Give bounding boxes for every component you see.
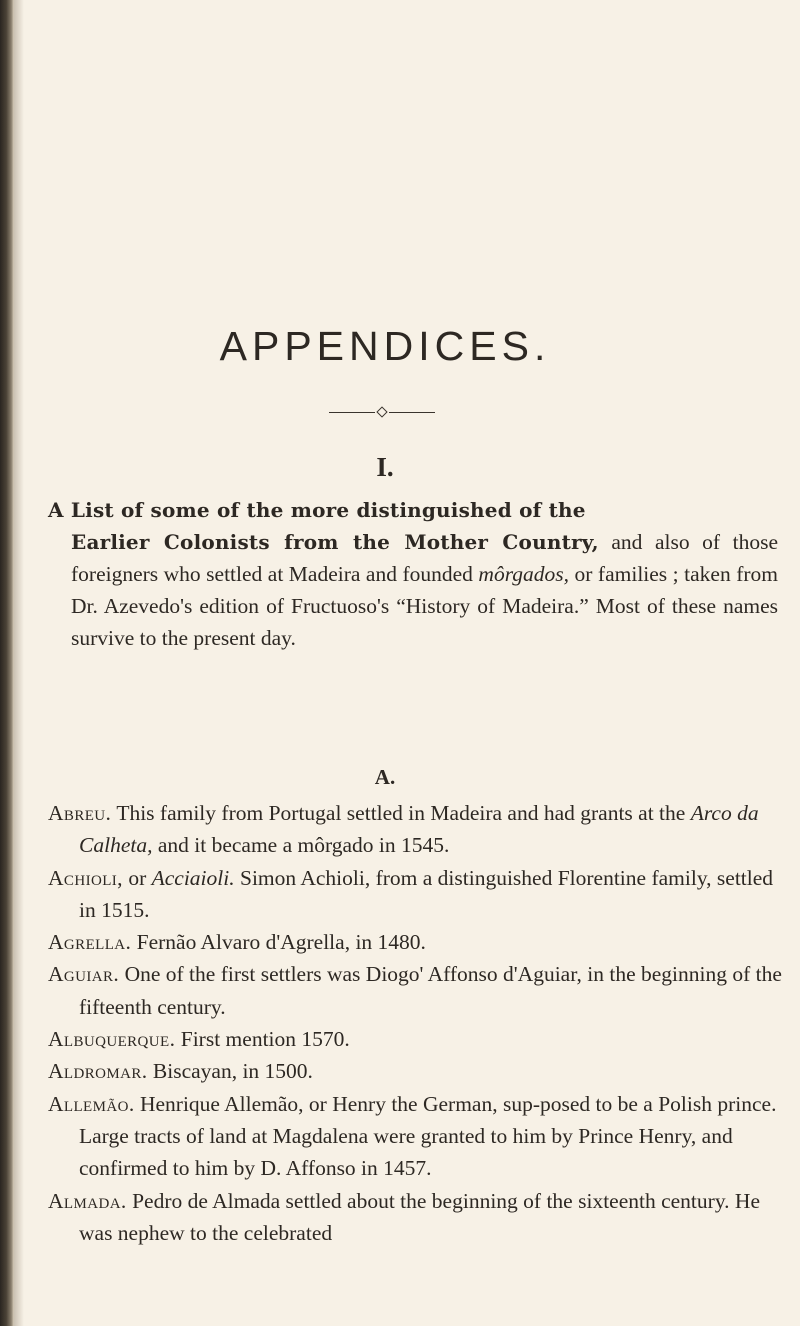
entry-text: Henrique Allemão, or Henry the German, sup-posed to be a Polish prince. Large tracts of land at Magdalena were granted to him by Prince Henry, and confirmed to him by D. Affonso in 1457. [79, 1091, 777, 1181]
diamond-ornament-icon [376, 406, 387, 417]
entry-text-b: and it became a môrgado in 1545. [157, 833, 450, 858]
entry-name: Abreu. [48, 801, 112, 825]
entry-italic: Acciaioli. [151, 865, 235, 890]
entry-text: or [128, 865, 147, 890]
list-item [48, 958, 783, 1023]
entry-text: Pedro de Almada settled about the beginning of the sixteenth century. He was nephew to the celebrated [79, 1188, 760, 1245]
intro-continuation [48, 526, 778, 654]
intro-bold-line: A List of some of the more distinguished of the [48, 498, 586, 522]
entry-text: Biscayan, in 1500. [152, 1059, 313, 1084]
list-item [48, 797, 783, 862]
intro-paragraph [48, 494, 778, 654]
list-item [48, 1185, 783, 1250]
entry-name: Aguiar. [48, 962, 120, 987]
list-item [48, 1088, 783, 1185]
entry-text-b: Simon Achioli, from a distinguished Florentine family, settled in 1515. [79, 865, 774, 922]
page-title: APPENDICES. [219, 323, 551, 369]
entry-text: This family from Portugal settled in Madeira and had grants at the [116, 801, 686, 825]
entry-name: Achioli, [48, 865, 123, 890]
list-item [48, 862, 783, 927]
letter-heading: A. [374, 765, 396, 789]
book-page [40, 0, 782, 1326]
list-item [48, 1023, 783, 1055]
intro-text-part1: and also of those foreigners who settled at Madeira and founded [71, 530, 779, 586]
entry-name: Aldromar. [48, 1059, 148, 1084]
intro-bold-line-2: Earlier Colonists from the Mother Country, [71, 530, 599, 554]
entry-text: Fernão Alvaro d'Agrella, in 1480. [136, 930, 426, 955]
intro-italic-word: môrgados, [478, 562, 570, 586]
divider-line-right [389, 412, 435, 413]
entry-name: Agrella. [48, 930, 132, 955]
entry-italic: Arco da Calheta, [79, 801, 759, 858]
list-item [48, 926, 783, 958]
entry-text: One of the first settlers was Diogo' Affonso d'Aguiar, in the beginning of the fifteenth century. [79, 962, 782, 1019]
section-numeral: I. [376, 452, 394, 482]
list-item [48, 1055, 783, 1087]
entry-name: Allemão. [48, 1091, 135, 1116]
entry-text: First mention 1570. [180, 1027, 350, 1052]
ornament-divider [329, 408, 435, 418]
entry-name: Almada. [48, 1188, 127, 1213]
divider-line-left [329, 412, 375, 413]
entry-list [48, 797, 783, 1249]
intro-text-part2: or families ; taken from Dr. Azevedo's edition of Fructuoso's “History of Madeira.” Most of these names survive to the present day. [71, 562, 778, 650]
binding-edge [0, 0, 14, 1326]
entry-name: Albuquerque. [48, 1027, 176, 1052]
